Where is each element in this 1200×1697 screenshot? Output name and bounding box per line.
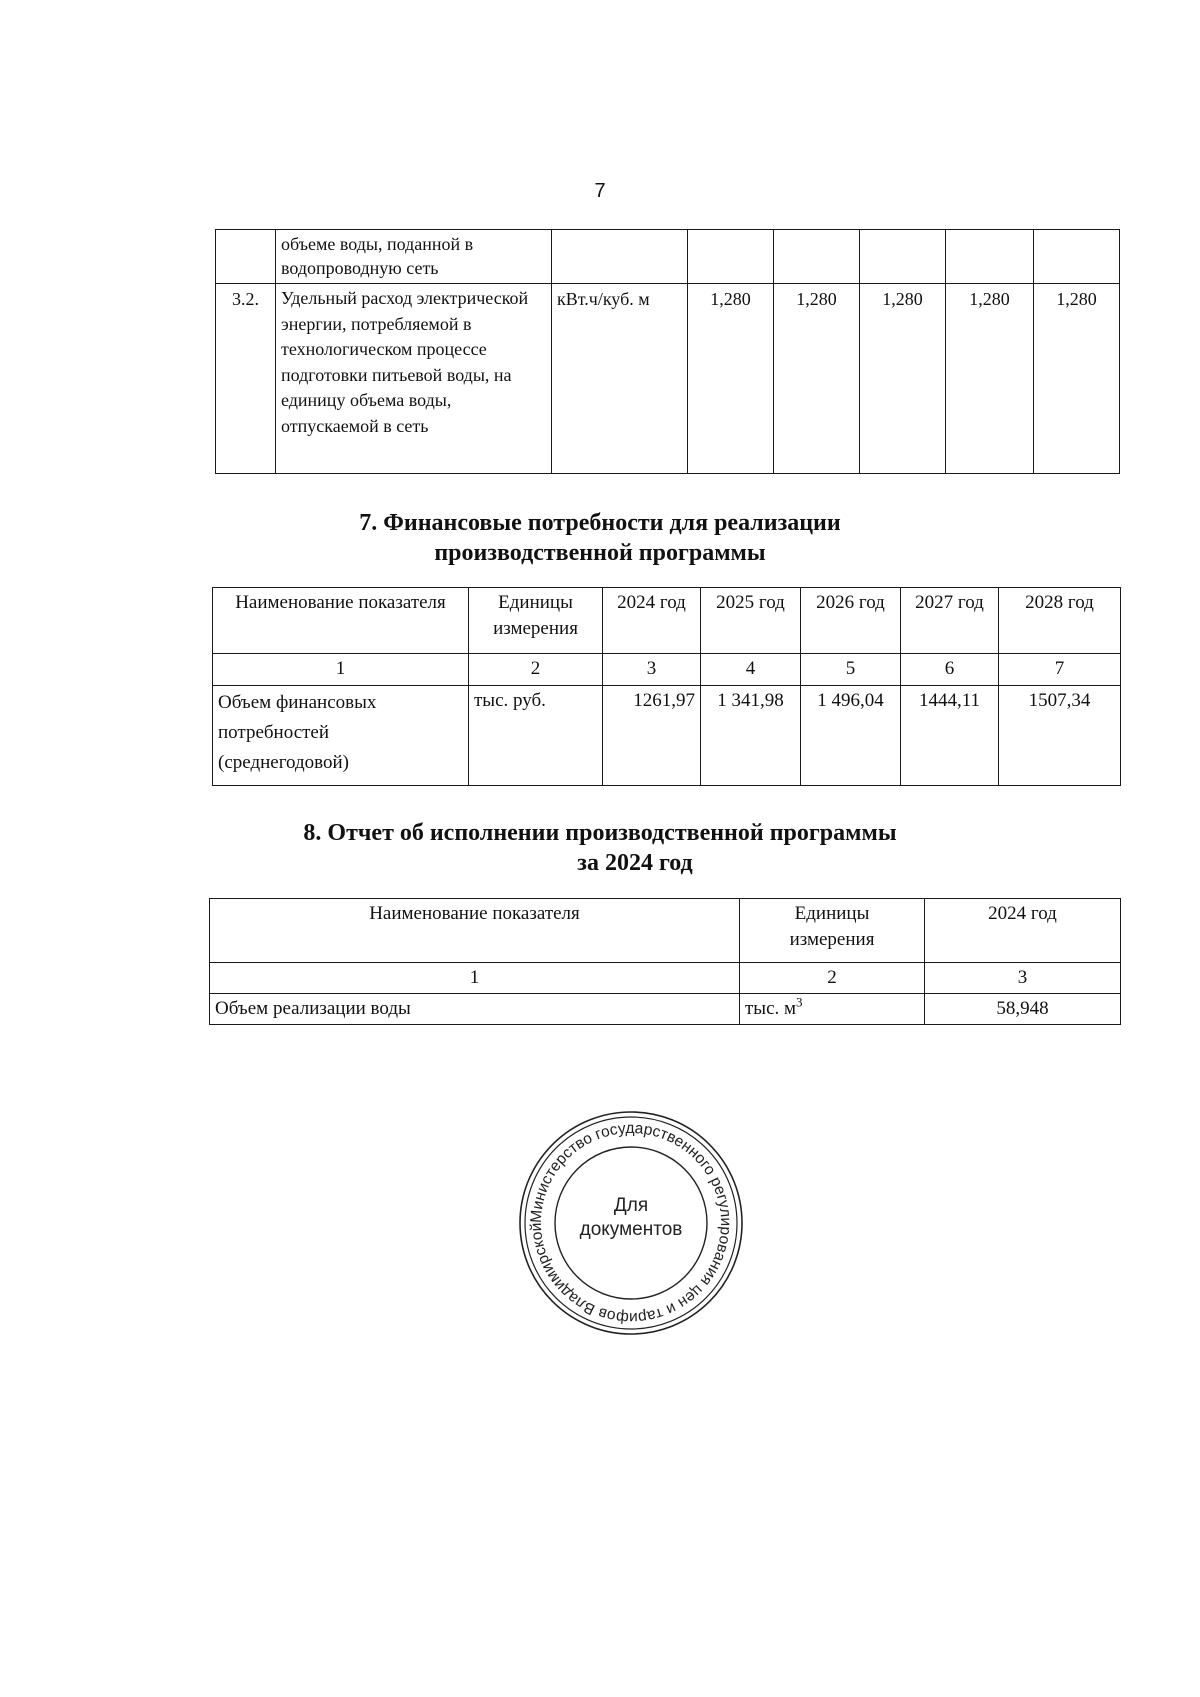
column-number: 2	[469, 654, 603, 686]
column-number-row	[213, 654, 1121, 686]
column-number: 1	[213, 654, 469, 686]
column-header: 2024 год	[925, 899, 1121, 963]
column-number: 6	[901, 654, 999, 686]
program-report-table	[209, 898, 1121, 1025]
value-cell: 58,948	[925, 994, 1121, 1025]
unit-superscript: 3	[796, 994, 803, 1010]
column-header: Единицы измерения	[740, 899, 925, 963]
value-cell: 1507,34	[999, 686, 1121, 786]
stamp-ring-text: Министерство государственного регулирования цен и тарифов Владимирской	[527, 1119, 735, 1327]
indicators-table-continued	[215, 229, 1120, 474]
value-cell: 1444,11	[901, 686, 999, 786]
unit-cell	[740, 994, 925, 1025]
value-cell: 1261,97	[603, 686, 701, 786]
column-number: 2	[740, 963, 925, 994]
column-header: Наименование показателя	[210, 899, 740, 963]
unit-cell: тыс. руб.	[469, 686, 603, 786]
column-number-row	[210, 963, 1121, 994]
column-header: 2024 год	[603, 588, 701, 654]
column-number: 4	[701, 654, 801, 686]
value-cell: 1,280	[1034, 284, 1120, 474]
column-number: 3	[925, 963, 1121, 994]
stamp-center-text	[518, 1194, 744, 1242]
value-cell: 1 496,04	[801, 686, 901, 786]
value-cell: 1,280	[860, 284, 946, 474]
value-cell: 1 341,98	[701, 686, 801, 786]
table-row	[210, 994, 1121, 1025]
indicator-name-cell: Удельный расход электрической энергии, потребляемой в технологическом процессе подготовки питьевой воды, на единицу объема воды, отпускаемой в сеть	[276, 284, 552, 474]
value-cell: 1,280	[774, 284, 860, 474]
table-row	[216, 284, 1120, 474]
table-row	[213, 686, 1121, 786]
table-header-row	[210, 899, 1121, 963]
unit-text: тыс. м	[745, 998, 797, 1019]
section-7-heading	[0, 508, 1200, 568]
column-header: Наименование показателя	[213, 588, 469, 654]
value-cell: 1,280	[688, 284, 774, 474]
table-header-row	[213, 588, 1121, 654]
section-8-heading-line1: 8. Отчет об исполнении производственной программы	[303, 820, 897, 846]
indicator-name-cell: объеме воды, поданной в водопроводную сеть	[276, 230, 552, 284]
financial-needs-table	[212, 587, 1121, 786]
indicator-name-cell: Объем финансовых потребностей (среднегодовой)	[213, 686, 469, 786]
ministry-stamp	[518, 1110, 744, 1336]
column-number: 3	[603, 654, 701, 686]
column-header: 2026 год	[801, 588, 901, 654]
row-number-cell: 3.2.	[216, 284, 276, 474]
column-number: 7	[999, 654, 1121, 686]
indicator-name-cell: Объем реализации воды	[210, 994, 740, 1025]
page-number: 7	[594, 180, 606, 202]
unit-cell: кВт.ч/куб. м	[552, 284, 688, 474]
section-7-heading-line1: 7. Финансовые потребности для реализации	[359, 510, 841, 536]
column-header: 2027 год	[901, 588, 999, 654]
section-8-heading-line2: за 2024 год	[577, 850, 693, 876]
column-header: 2025 год	[701, 588, 801, 654]
column-header: Единицы измерения	[469, 588, 603, 654]
section-8-heading	[0, 818, 1200, 878]
stamp-center-line1: Для	[613, 1195, 649, 1216]
column-header: 2028 год	[999, 588, 1121, 654]
stamp-center-line2: документов	[579, 1219, 683, 1240]
value-cell: 1,280	[946, 284, 1034, 474]
column-number: 1	[210, 963, 740, 994]
table-row	[216, 230, 1120, 284]
section-7-heading-line2: производственной программы	[434, 540, 766, 566]
column-number: 5	[801, 654, 901, 686]
